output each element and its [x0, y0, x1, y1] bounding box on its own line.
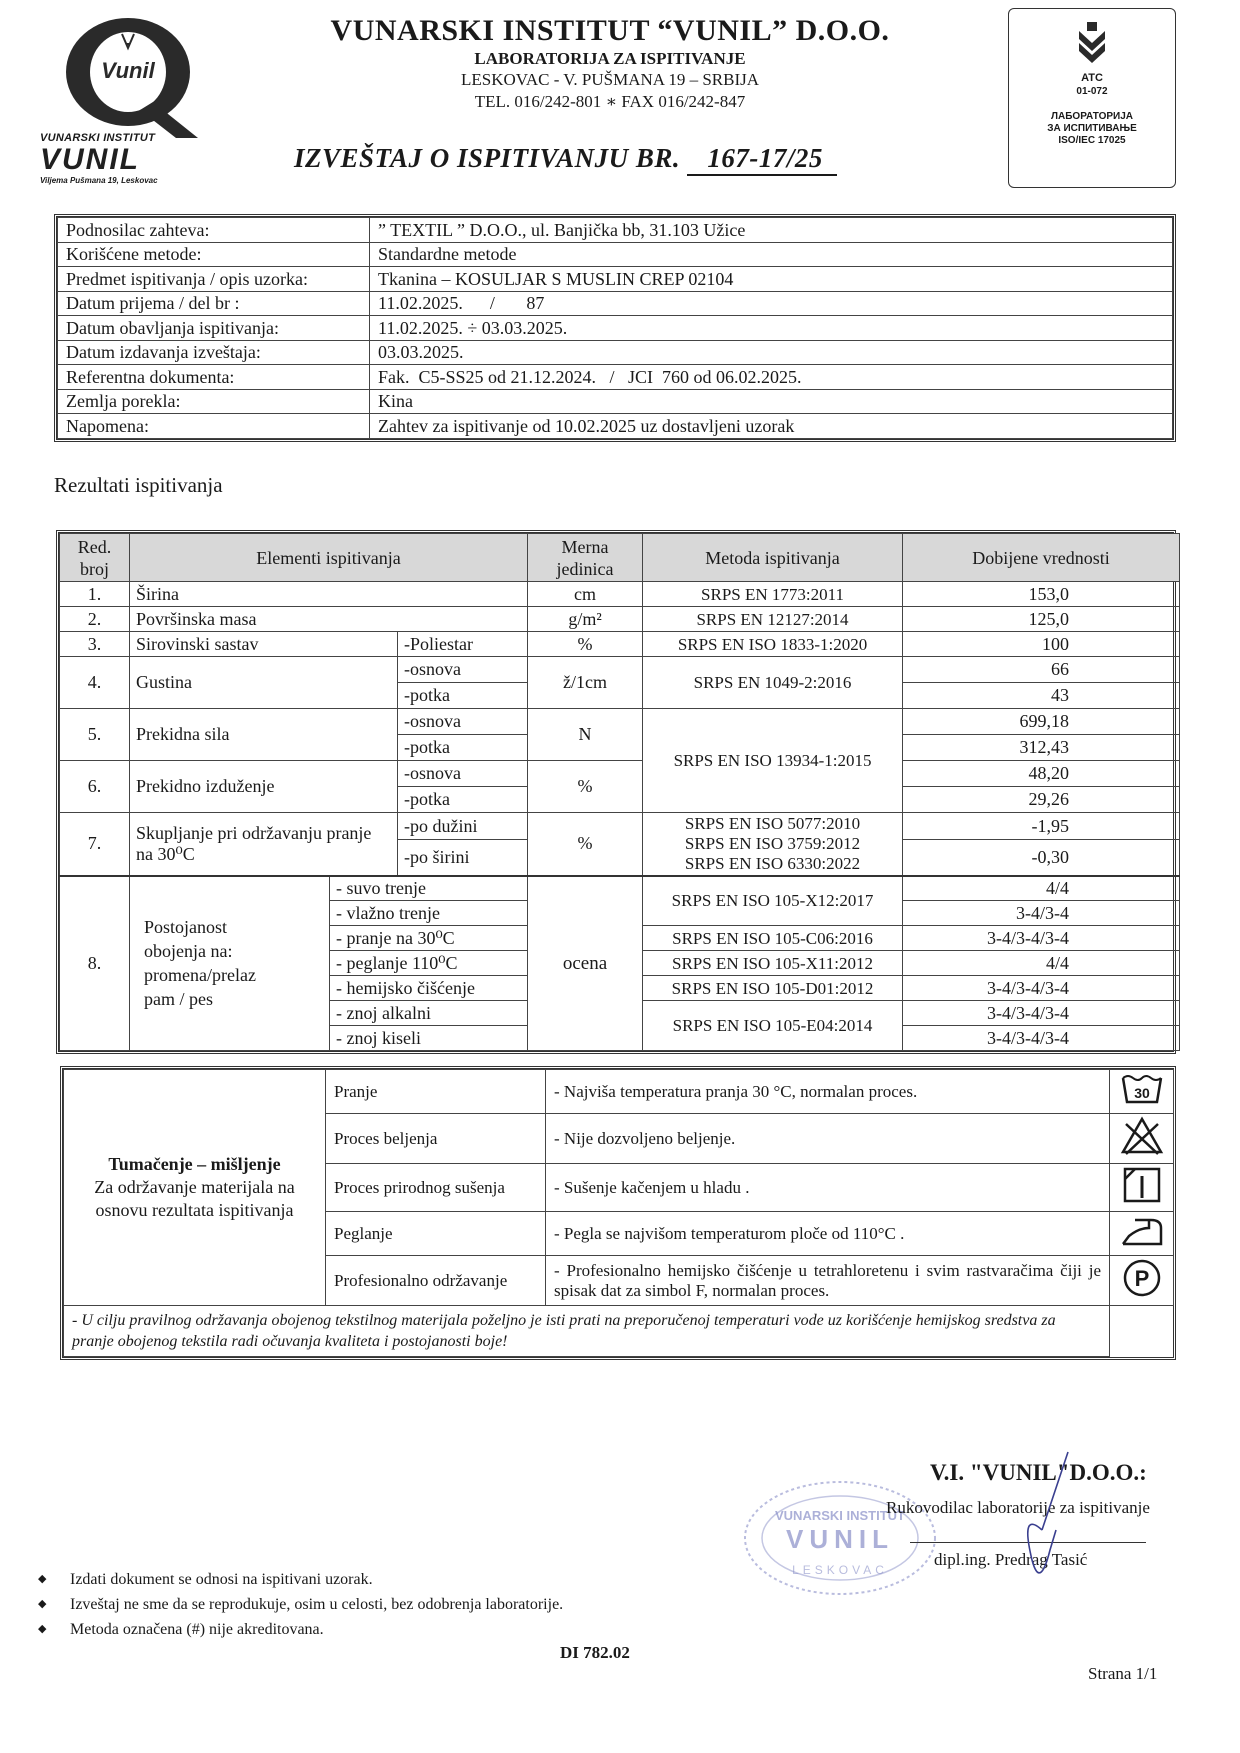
company-name: VUNARSKI INSTITUT “VUNIL” D.O.O. [330, 14, 890, 47]
document-code: DI 782.02 [560, 1643, 630, 1662]
report-title [294, 143, 837, 176]
row-element: Širina [130, 582, 528, 607]
row-no: 1. [60, 582, 130, 607]
bullet-icon: ◆ [38, 1573, 47, 1585]
row-no: 8. [60, 876, 130, 1051]
row-unit: ocena [528, 876, 643, 1051]
row-sub-element: -Poliestar [398, 632, 528, 657]
element-line: obojenja na: [144, 941, 233, 962]
signature-role: Rukovodilac laboratorije za ispitivanje [886, 1498, 1150, 1517]
info-value: Standardne metode [370, 242, 1173, 267]
table-row [60, 632, 1180, 657]
info-value: 03.03.2025. [370, 340, 1173, 365]
row-method: SRPS EN 1773:2011 [643, 582, 903, 607]
info-row [58, 291, 1173, 316]
info-label: Zemlja porekla: [58, 389, 370, 414]
info-label: Napomena: [58, 414, 370, 439]
institute-logo [40, 14, 210, 189]
note-text: Metoda označena (#) nije akreditovana. [70, 1621, 324, 1638]
row-method: SRPS EN ISO 105-X11:2012 [643, 951, 903, 976]
svg-text:30: 30 [1133, 1085, 1150, 1101]
list-item [38, 1592, 563, 1617]
info-label: Datum obavljanja ispitivanja: [58, 316, 370, 341]
table-row [60, 657, 1180, 683]
row-element: Skupljanje pri održavanju pranje na 30⁰C [130, 813, 398, 876]
info-label: Korišćene metode: [58, 242, 370, 267]
institute-stamp [740, 1478, 940, 1598]
info-label: Datum prijema / del br : [58, 291, 370, 316]
row-no: 6. [60, 761, 130, 813]
svg-text:P: P [1134, 1266, 1149, 1291]
row-method: SRPS EN ISO 105-C06:2016 [643, 926, 903, 951]
row-sub-element: - peglanje 110⁰C [330, 951, 528, 976]
svg-text:LESKOVAC: LESKOVAC [792, 1563, 888, 1577]
row-value: 699,18 [903, 709, 1180, 735]
table-row [60, 582, 1180, 607]
care-text: - Pegla se najvišom temperaturom ploče od 110°C . [546, 1212, 1110, 1256]
care-note: - U cilju pravilnog održavanja obojenog tekstilnog materijala poželjno je isti prati na preporučenoj temperaturi vode uz korišćenje hemijskog sredstva za pranje obojenog tekstila radi očuvanja kvaliteta i postojanosti boje! [64, 1306, 1110, 1357]
atc-mark: ATC [1081, 72, 1103, 84]
iron-low-icon [1110, 1212, 1174, 1256]
signature-company: V.I. "VUNIL"D.O.O.: [930, 1460, 1147, 1485]
info-value: 11.02.2025. ÷ 03.03.2025. [370, 316, 1173, 341]
row-method: SRPS EN 12127:2014 [643, 607, 903, 632]
row-no: 5. [60, 709, 130, 761]
q-logo-icon [58, 14, 208, 139]
row-unit: % [528, 632, 643, 657]
care-text: - Najviša temperatura pranja 30 °C, normalan proces. [546, 1070, 1110, 1114]
row-value: 66 [903, 657, 1180, 683]
row-value: 4/4 [903, 951, 1180, 976]
info-row [58, 414, 1173, 439]
info-row [58, 389, 1173, 414]
info-row [58, 316, 1173, 341]
report-number: 167-17/25 [687, 143, 837, 176]
element-line: Postojanost [144, 917, 228, 938]
list-item [38, 1617, 563, 1642]
row-unit: cm [528, 582, 643, 607]
note-text: Izdati dokument se odnosi na ispitivani uzorak. [70, 1571, 373, 1588]
row-sub-element: - pranje na 30⁰C [330, 926, 528, 951]
row-value: 3-4/3-4 [903, 901, 1180, 926]
row-value: 43 [903, 683, 1180, 709]
method-line: SRPS EN ISO 6330:2022 [684, 853, 861, 873]
care-label: Proces beljenja [326, 1114, 546, 1164]
footer-notes [38, 1567, 563, 1642]
row-sub-element: -osnova [398, 761, 528, 787]
row-value: 3-4/3-4/3-4 [903, 926, 1180, 951]
info-value: Kina [370, 389, 1173, 414]
row-element: Površinska masa [130, 607, 528, 632]
care-text: - Sušenje kačenjem u hladu . [546, 1164, 1110, 1212]
row-unit: % [528, 761, 643, 813]
row-method: SRPS EN ISO 13934-1:2015 [643, 709, 903, 813]
col-header-no: Red. broj [60, 534, 130, 582]
row-method: SRPS EN ISO 105-D01:2012 [643, 976, 903, 1001]
row-value: -1,95 [903, 813, 1180, 840]
row-method: SRPS EN ISO 105-X12:2017 [643, 876, 903, 926]
row-sub-element: - vlažno trenje [330, 901, 528, 926]
logo-address: Viljema Pušmana 19, Leskovac [40, 176, 158, 185]
care-label: Profesionalno održavanje [326, 1256, 546, 1306]
method-line: SRPS EN ISO 5077:2010 [684, 813, 861, 833]
row-sub-element: - suvo trenje [330, 876, 528, 901]
row-sub-element: -po širini [398, 840, 528, 876]
info-row [58, 242, 1173, 267]
row-value: -0,30 [903, 840, 1180, 876]
atc-logo-icon [1075, 21, 1109, 65]
row-sub-element: -osnova [398, 657, 528, 683]
signature-name: dipl.ing. Predrag Tasić [934, 1550, 1088, 1569]
care-label: Peglanje [326, 1212, 546, 1256]
request-info-table [54, 214, 1176, 442]
table-row [60, 813, 1180, 840]
info-value: ” TEXTIL ” D.O.O., ul. Banjička bb, 31.103 Užice [370, 218, 1173, 243]
table-row [60, 709, 1180, 735]
row-value: 48,20 [903, 761, 1180, 787]
row-value: 100 [903, 632, 1180, 657]
logo-institute-label: VUNARSKI INSTITUT [40, 132, 156, 144]
care-instructions-table [60, 1066, 1176, 1360]
row-unit: N [528, 709, 643, 761]
bullet-icon: ◆ [38, 1623, 47, 1635]
results-table [56, 530, 1176, 1054]
element-line: pam / pes [144, 989, 213, 1010]
interpretation-title: Tumačenje – mišljenje [108, 1154, 281, 1174]
row-sub-element: -po dužini [398, 813, 528, 840]
company-phone: TEL. 016/242-801 ∗ FAX 016/242-847 [474, 92, 746, 111]
logo-brand: VUNIL [40, 144, 210, 176]
col-header-method: Metoda ispitivanja [643, 534, 903, 582]
info-label: Referentna dokumenta: [58, 365, 370, 390]
info-row [58, 365, 1173, 390]
info-row [58, 218, 1173, 243]
row-element: Gustina [130, 657, 398, 709]
atc-line-2: ЗА ИСПИТИВАЊЕ [1047, 123, 1137, 134]
row-element: Prekidna sila [130, 709, 398, 761]
row-sub-element: -potka [398, 787, 528, 813]
row-value: 29,26 [903, 787, 1180, 813]
handwritten-signature [980, 1450, 1100, 1600]
bullet-icon: ◆ [38, 1598, 47, 1610]
row-sub-element: -osnova [398, 709, 528, 735]
interpretation-subtitle: Za održavanje materijala na osnovu rezultata ispitivanja [94, 1177, 295, 1220]
col-header-unit: Merna jedinica [528, 534, 643, 582]
results-title: Rezultati ispitivanja [54, 473, 223, 497]
row-no: 3. [60, 632, 130, 657]
row-element: Sirovinski sastav [130, 632, 398, 657]
row-unit: g/m² [528, 607, 643, 632]
care-label: Proces prirodnog sušenja [326, 1164, 546, 1212]
info-row [58, 340, 1173, 365]
letterhead [300, 14, 920, 113]
row-sub-element: -potka [398, 735, 528, 761]
svg-text:VUNARSKI INSTITUT: VUNARSKI INSTITUT [775, 1508, 905, 1523]
table-row [60, 607, 1180, 632]
note-text: Izveštaj ne sme da se reprodukuje, osim u celosti, bez odobrenja laboratorije. [70, 1596, 564, 1613]
care-text: - Nije dozvoljeno beljenje. [546, 1114, 1110, 1164]
row-value: 3-4/3-4/3-4 [903, 1026, 1180, 1051]
lab-name: LABORATORIJA ZA ISPITIVANJE [474, 49, 746, 68]
no-bleach-icon [1110, 1114, 1174, 1164]
svg-text:Vunil: Vunil [101, 58, 155, 83]
row-method [643, 813, 903, 876]
col-header-values: Dobijene vrednosti [903, 534, 1180, 582]
row-sub-element: - znoj alkalni [330, 1001, 528, 1026]
dry-clean-p-icon [1110, 1256, 1174, 1306]
svg-text:VUNIL: VUNIL [786, 1524, 894, 1554]
element-line: promena/prelaz [144, 965, 256, 986]
care-note-row [64, 1306, 1174, 1357]
list-item [38, 1567, 563, 1592]
care-label: Pranje [326, 1070, 546, 1114]
atc-number: 01-072 [1076, 86, 1108, 97]
row-method: SRPS EN ISO 1833-1:2020 [643, 632, 903, 657]
row-no: 2. [60, 607, 130, 632]
atc-line-1: ЛАБОРАТОРИЈА [1051, 111, 1133, 122]
table-row [60, 761, 1180, 787]
method-line: SRPS EN ISO 3759:2012 [684, 833, 861, 853]
col-header-elements: Elementi ispitivanja [130, 534, 528, 582]
row-unit: % [528, 813, 643, 876]
company-address: LESKOVAC - V. PUŠMANA 19 – SRBIJA [460, 70, 760, 89]
page-number: Strana 1/1 [1088, 1664, 1158, 1683]
row-value: 3-4/3-4/3-4 [903, 1001, 1180, 1026]
report-label: IZVEŠTAJ O ISPITIVANJU BR. [294, 143, 681, 173]
info-value: Fak. C5-SS25 od 21.12.2024. / JCI 760 od 06.02.2025. [370, 365, 1173, 390]
line-dry-shade-icon [1110, 1164, 1174, 1212]
row-element: Prekidno izduženje [130, 761, 398, 813]
atc-line-3: ISO/IEC 17025 [1058, 135, 1126, 146]
info-label: Datum izdavanja izveštaja: [58, 340, 370, 365]
row-no: 4. [60, 657, 130, 709]
row-unit: ž/1cm [528, 657, 643, 709]
info-value: 11.02.2025. / 87 [370, 291, 1173, 316]
wash-30-icon [1110, 1070, 1174, 1114]
accreditation-badge [1008, 8, 1176, 188]
row-sub-element: - znoj kiseli [330, 1026, 528, 1051]
row-value: 153,0 [903, 582, 1180, 607]
row-no: 7. [60, 813, 130, 876]
row-sub-element: -potka [398, 683, 528, 709]
care-text: - Profesionalno hemijsko čišćenje u tetrahloretenu i svim rastvaračima čiji je spisak dat za simbol F, normalan proces. [546, 1256, 1110, 1306]
row-value: 3-4/3-4/3-4 [903, 976, 1180, 1001]
row-value: 312,43 [903, 735, 1180, 761]
row-value: 125,0 [903, 607, 1180, 632]
row-method: SRPS EN 1049-2:2016 [643, 657, 903, 709]
row-element [130, 876, 330, 1051]
interpretation-heading [64, 1070, 326, 1306]
care-row [64, 1070, 1174, 1114]
info-value: Tkanina – KOSULJAR S MUSLIN CREP 02104 [370, 267, 1173, 292]
info-value: Zahtev za ispitivanje od 10.02.2025 uz dostavljeni uzorak [370, 414, 1173, 439]
row-value: 4/4 [903, 876, 1180, 901]
table-row [60, 876, 1180, 901]
info-row [58, 267, 1173, 292]
info-label: Podnosilac zahteva: [58, 218, 370, 243]
row-sub-element: - hemijsko čišćenje [330, 976, 528, 1001]
info-label: Predmet ispitivanja / opis uzorka: [58, 267, 370, 292]
row-method: SRPS EN ISO 105-E04:2014 [643, 1001, 903, 1051]
